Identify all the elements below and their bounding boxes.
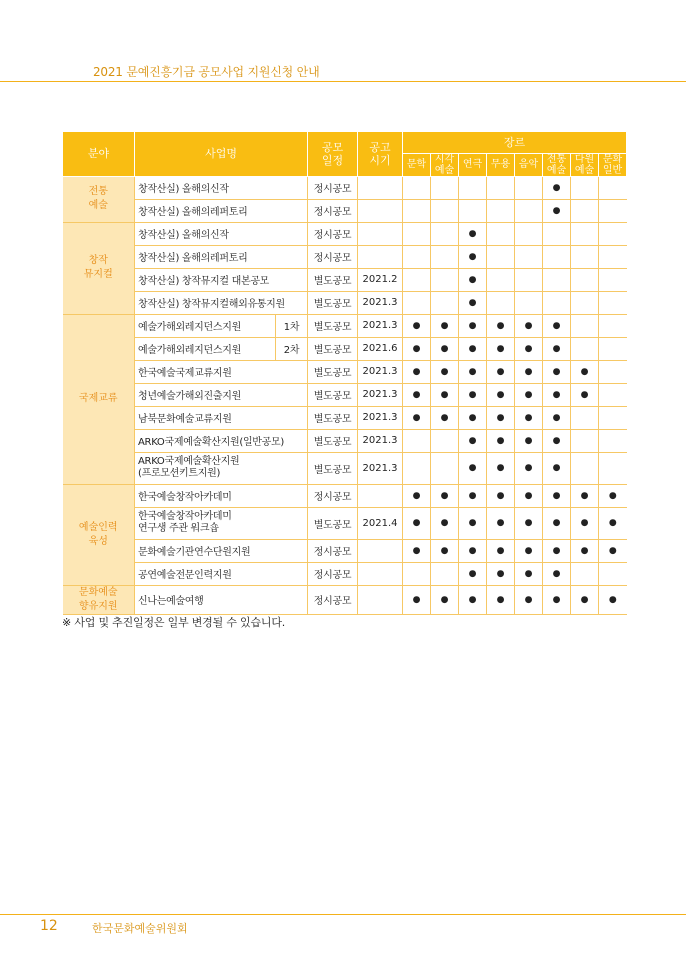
genre-mark-dot: ● <box>515 337 543 360</box>
schedule-type-cell: 별도공모 <box>308 291 358 314</box>
program-name-cell: 신나는예술여행 <box>135 585 308 614</box>
genre-mark-empty <box>403 245 431 268</box>
announcement-period-cell <box>358 484 403 507</box>
table-body <box>63 176 627 614</box>
genre-mark-dot: ● <box>431 360 459 383</box>
genre-mark-dot: ● <box>487 314 515 337</box>
genre-mark-dot: ● <box>515 452 543 484</box>
program-name-cell: 한국예술국제교류지원 <box>135 360 308 383</box>
genre-mark-empty <box>403 176 431 199</box>
genre-mark-empty <box>599 291 627 314</box>
genre-mark-empty <box>515 268 543 291</box>
schedule-type-cell: 정시공모 <box>308 245 358 268</box>
footer-organization: 한국문화예술위원회 <box>92 922 188 935</box>
header-genre: 장르 <box>403 132 627 153</box>
table-row <box>63 176 627 199</box>
program-name-cell: 문화예술기관연수단원지원 <box>135 539 308 562</box>
genre-mark-dot: ● <box>459 585 487 614</box>
genre-mark-dot: ● <box>571 507 599 539</box>
field-cell: 예술인력 육성 <box>63 484 135 585</box>
genre-mark-dot: ● <box>487 507 515 539</box>
genre-mark-empty <box>431 562 459 585</box>
announcement-period-cell: 2021.3 <box>358 291 403 314</box>
table-row <box>63 291 627 314</box>
genre-mark-dot: ● <box>543 562 571 585</box>
schedule-type-cell: 정시공모 <box>308 585 358 614</box>
genre-mark-dot: ● <box>459 562 487 585</box>
genre-mark-empty <box>431 222 459 245</box>
genre-mark-dot: ● <box>403 360 431 383</box>
genre-mark-dot: ● <box>459 337 487 360</box>
genre-mark-empty <box>571 199 599 222</box>
genre-mark-dot: ● <box>431 507 459 539</box>
program-name-cell: 남북문화예술교류지원 <box>135 406 308 429</box>
genre-mark-empty <box>403 222 431 245</box>
header-field: 분야 <box>63 132 135 176</box>
genre-mark-dot: ● <box>431 539 459 562</box>
genre-mark-dot: ● <box>543 484 571 507</box>
table-row <box>63 429 627 452</box>
genre-mark-dot: ● <box>459 383 487 406</box>
schedule-type-cell: 별도공모 <box>308 383 358 406</box>
genre-mark-empty <box>403 199 431 222</box>
genre-header-4: 무용 <box>487 153 515 176</box>
genre-mark-dot: ● <box>487 484 515 507</box>
genre-mark-dot: ● <box>543 314 571 337</box>
program-name-cell: 한국예술창작아카데미 <box>135 484 308 507</box>
genre-mark-dot: ● <box>543 507 571 539</box>
table-header <box>63 132 627 176</box>
genre-header-2: 시각 예술 <box>431 153 459 176</box>
table-row <box>63 562 627 585</box>
program-name-cell: 예술가해외레지던스지원 <box>135 314 276 337</box>
genre-mark-dot: ● <box>403 406 431 429</box>
genre-mark-dot: ● <box>543 539 571 562</box>
announcement-period-cell <box>358 245 403 268</box>
header-period <box>358 132 403 176</box>
table-row <box>63 507 627 539</box>
genre-header-3: 연극 <box>459 153 487 176</box>
genre-mark-dot: ● <box>459 268 487 291</box>
genre-mark-empty <box>599 452 627 484</box>
genre-mark-empty <box>515 222 543 245</box>
genre-mark-empty <box>571 406 599 429</box>
genre-mark-dot: ● <box>515 539 543 562</box>
genre-mark-dot: ● <box>599 484 627 507</box>
genre-mark-dot: ● <box>571 484 599 507</box>
genre-mark-dot: ● <box>487 406 515 429</box>
genre-mark-empty <box>599 176 627 199</box>
program-name-cell: ARKO국제예술확산지원(일반공모) <box>135 429 308 452</box>
genre-header-7: 다원 예술 <box>571 153 599 176</box>
genre-mark-empty <box>515 176 543 199</box>
genre-mark-dot: ● <box>431 484 459 507</box>
genre-mark-dot: ● <box>487 360 515 383</box>
genre-mark-empty <box>571 562 599 585</box>
genre-mark-empty <box>543 245 571 268</box>
genre-mark-empty <box>431 291 459 314</box>
footer-divider <box>0 914 686 915</box>
genre-mark-empty <box>431 268 459 291</box>
genre-mark-empty <box>431 199 459 222</box>
table-row <box>63 245 627 268</box>
genre-mark-dot: ● <box>543 383 571 406</box>
genre-mark-dot: ● <box>543 585 571 614</box>
genre-mark-empty <box>543 222 571 245</box>
program-name-cell: 창작산실) 올해의신작 <box>135 222 308 245</box>
genre-mark-dot: ● <box>403 383 431 406</box>
genre-mark-dot: ● <box>403 337 431 360</box>
genre-mark-empty <box>487 291 515 314</box>
program-name-cell: 한국예술창작아카데미 연구생 주관 워크숍 <box>135 507 308 539</box>
genre-mark-empty <box>571 176 599 199</box>
genre-mark-empty <box>431 429 459 452</box>
genre-mark-empty <box>487 176 515 199</box>
schedule-change-note: ※ 사업 및 추진일정은 일부 변경될 수 있습니다. <box>62 616 286 629</box>
genre-mark-dot: ● <box>459 429 487 452</box>
genre-mark-dot: ● <box>459 507 487 539</box>
round-cell: 1차 <box>276 314 308 337</box>
announcement-period-cell: 2021.3 <box>358 429 403 452</box>
field-cell: 국제교류 <box>63 314 135 484</box>
genre-mark-empty <box>599 314 627 337</box>
genre-mark-empty <box>403 268 431 291</box>
genre-mark-empty <box>403 291 431 314</box>
genre-mark-dot: ● <box>515 484 543 507</box>
genre-mark-dot: ● <box>459 406 487 429</box>
announcement-period-cell <box>358 585 403 614</box>
genre-mark-empty <box>459 176 487 199</box>
schedule-type-cell: 정시공모 <box>308 222 358 245</box>
genre-mark-dot: ● <box>515 383 543 406</box>
announcement-period-cell <box>358 562 403 585</box>
genre-mark-empty <box>599 429 627 452</box>
genre-mark-empty <box>431 452 459 484</box>
genre-mark-dot: ● <box>431 585 459 614</box>
program-name-cell: 창작산실) 창작뮤지컬 대본공모 <box>135 268 308 291</box>
genre-mark-dot: ● <box>459 360 487 383</box>
genre-mark-empty <box>459 199 487 222</box>
genre-mark-empty <box>431 245 459 268</box>
genre-mark-empty <box>403 429 431 452</box>
genre-mark-empty <box>515 291 543 314</box>
program-table-container <box>62 132 624 615</box>
program-table <box>62 132 627 615</box>
page-number: 12 <box>40 918 58 934</box>
table-row <box>63 585 627 614</box>
table-row <box>63 337 627 360</box>
genre-mark-dot: ● <box>459 245 487 268</box>
table-row <box>63 360 627 383</box>
genre-mark-empty <box>571 268 599 291</box>
table-row <box>63 452 627 484</box>
announcement-period-cell <box>358 176 403 199</box>
genre-header-8: 문화 일반 <box>599 153 627 176</box>
program-name-cell: 예술가해외레지던스지원 <box>135 337 276 360</box>
schedule-type-cell: 정시공모 <box>308 562 358 585</box>
genre-mark-dot: ● <box>571 383 599 406</box>
genre-mark-dot: ● <box>543 452 571 484</box>
genre-mark-dot: ● <box>571 585 599 614</box>
field-cell: 전통 예술 <box>63 176 135 222</box>
genre-mark-empty <box>403 452 431 484</box>
genre-mark-dot: ● <box>459 452 487 484</box>
genre-mark-dot: ● <box>403 314 431 337</box>
field-cell: 문화예술 향유지원 <box>63 585 135 614</box>
announcement-period-cell <box>358 539 403 562</box>
genre-mark-empty <box>403 562 431 585</box>
genre-mark-dot: ● <box>459 484 487 507</box>
genre-mark-dot: ● <box>571 539 599 562</box>
header-program: 사업명 <box>135 132 308 176</box>
announcement-period-cell: 2021.6 <box>358 337 403 360</box>
genre-mark-dot: ● <box>543 429 571 452</box>
genre-mark-dot: ● <box>487 383 515 406</box>
genre-mark-empty <box>431 176 459 199</box>
genre-mark-empty <box>571 222 599 245</box>
genre-mark-empty <box>599 268 627 291</box>
announcement-period-cell <box>358 222 403 245</box>
genre-mark-dot: ● <box>543 199 571 222</box>
announcement-period-cell: 2021.3 <box>358 383 403 406</box>
table-row <box>63 268 627 291</box>
table-row <box>63 199 627 222</box>
round-cell: 2차 <box>276 337 308 360</box>
program-name-cell: ARKO국제예술확산지원 (프로모션키트지원) <box>135 452 308 484</box>
genre-mark-empty <box>599 337 627 360</box>
genre-mark-dot: ● <box>487 562 515 585</box>
genre-mark-dot: ● <box>515 585 543 614</box>
genre-mark-empty <box>487 199 515 222</box>
header-divider <box>0 81 686 82</box>
program-name-cell: 청년예술가해외진출지원 <box>135 383 308 406</box>
genre-mark-dot: ● <box>487 539 515 562</box>
genre-mark-dot: ● <box>515 562 543 585</box>
genre-mark-dot: ● <box>487 452 515 484</box>
header-schedule-text: 공모 일정 <box>321 140 344 167</box>
genre-mark-empty <box>487 222 515 245</box>
schedule-type-cell: 별도공모 <box>308 406 358 429</box>
program-name-cell: 공연예술전문인력지원 <box>135 562 308 585</box>
genre-mark-dot: ● <box>431 406 459 429</box>
header-schedule <box>308 132 358 176</box>
genre-mark-dot: ● <box>515 406 543 429</box>
genre-mark-dot: ● <box>459 291 487 314</box>
table-row <box>63 383 627 406</box>
genre-mark-dot: ● <box>431 337 459 360</box>
genre-mark-empty <box>571 314 599 337</box>
announcement-period-cell: 2021.3 <box>358 452 403 484</box>
genre-mark-empty <box>571 245 599 268</box>
genre-mark-dot: ● <box>431 314 459 337</box>
schedule-type-cell: 정시공모 <box>308 176 358 199</box>
schedule-type-cell: 별도공모 <box>308 452 358 484</box>
table-row <box>63 222 627 245</box>
genre-mark-dot: ● <box>487 429 515 452</box>
header-period-text: 공고 시기 <box>369 140 391 167</box>
genre-mark-empty <box>571 291 599 314</box>
genre-mark-empty <box>543 268 571 291</box>
schedule-type-cell: 별도공모 <box>308 360 358 383</box>
schedule-type-cell: 별도공모 <box>308 337 358 360</box>
genre-mark-empty <box>599 245 627 268</box>
field-cell: 창작 뮤지컬 <box>63 222 135 314</box>
genre-mark-empty <box>487 268 515 291</box>
genre-mark-dot: ● <box>515 429 543 452</box>
genre-mark-empty <box>515 199 543 222</box>
genre-mark-empty <box>571 429 599 452</box>
schedule-type-cell: 별도공모 <box>308 507 358 539</box>
genre-mark-dot: ● <box>515 314 543 337</box>
program-name-cell: 창작산실) 올해의레퍼토리 <box>135 199 308 222</box>
genre-mark-dot: ● <box>543 176 571 199</box>
genre-mark-dot: ● <box>403 585 431 614</box>
genre-mark-dot: ● <box>403 507 431 539</box>
genre-mark-dot: ● <box>487 585 515 614</box>
table-row <box>63 539 627 562</box>
genre-mark-dot: ● <box>571 360 599 383</box>
genre-header-6: 전통 예술 <box>543 153 571 176</box>
genre-mark-empty <box>599 383 627 406</box>
table-row <box>63 406 627 429</box>
announcement-period-cell: 2021.3 <box>358 360 403 383</box>
genre-header-1: 문학 <box>403 153 431 176</box>
genre-mark-empty <box>599 222 627 245</box>
genre-mark-empty <box>599 199 627 222</box>
schedule-type-cell: 정시공모 <box>308 199 358 222</box>
announcement-period-cell <box>358 199 403 222</box>
genre-mark-empty <box>599 360 627 383</box>
program-name-cell: 창작산실) 올해의신작 <box>135 176 308 199</box>
program-name-cell: 창작산실) 창작뮤지컬해외유통지원 <box>135 291 308 314</box>
announcement-period-cell: 2021.3 <box>358 406 403 429</box>
schedule-type-cell: 정시공모 <box>308 539 358 562</box>
schedule-type-cell: 별도공모 <box>308 429 358 452</box>
genre-mark-dot: ● <box>543 360 571 383</box>
table-row <box>63 484 627 507</box>
genre-mark-dot: ● <box>431 383 459 406</box>
genre-header-5: 음악 <box>515 153 543 176</box>
genre-mark-dot: ● <box>515 360 543 383</box>
genre-mark-dot: ● <box>543 337 571 360</box>
schedule-type-cell: 별도공모 <box>308 314 358 337</box>
genre-mark-dot: ● <box>515 507 543 539</box>
genre-mark-dot: ● <box>403 539 431 562</box>
genre-mark-dot: ● <box>459 539 487 562</box>
table-row <box>63 314 627 337</box>
genre-mark-empty <box>543 291 571 314</box>
schedule-type-cell: 별도공모 <box>308 268 358 291</box>
schedule-type-cell: 정시공모 <box>308 484 358 507</box>
genre-mark-empty <box>487 245 515 268</box>
genre-mark-empty <box>515 245 543 268</box>
header-title: 2021 문예진흥기금 공모사업 지원신청 안내 <box>93 65 320 79</box>
genre-mark-dot: ● <box>543 406 571 429</box>
genre-mark-dot: ● <box>599 585 627 614</box>
genre-mark-empty <box>599 562 627 585</box>
genre-mark-empty <box>599 406 627 429</box>
program-name-cell: 창작산실) 올해의레퍼토리 <box>135 245 308 268</box>
announcement-period-cell: 2021.4 <box>358 507 403 539</box>
genre-mark-dot: ● <box>459 222 487 245</box>
announcement-period-cell: 2021.2 <box>358 268 403 291</box>
genre-mark-empty <box>571 452 599 484</box>
genre-mark-dot: ● <box>487 337 515 360</box>
genre-mark-dot: ● <box>403 484 431 507</box>
announcement-period-cell: 2021.3 <box>358 314 403 337</box>
genre-mark-empty <box>571 337 599 360</box>
genre-mark-dot: ● <box>459 314 487 337</box>
genre-mark-dot: ● <box>599 539 627 562</box>
genre-mark-dot: ● <box>599 507 627 539</box>
